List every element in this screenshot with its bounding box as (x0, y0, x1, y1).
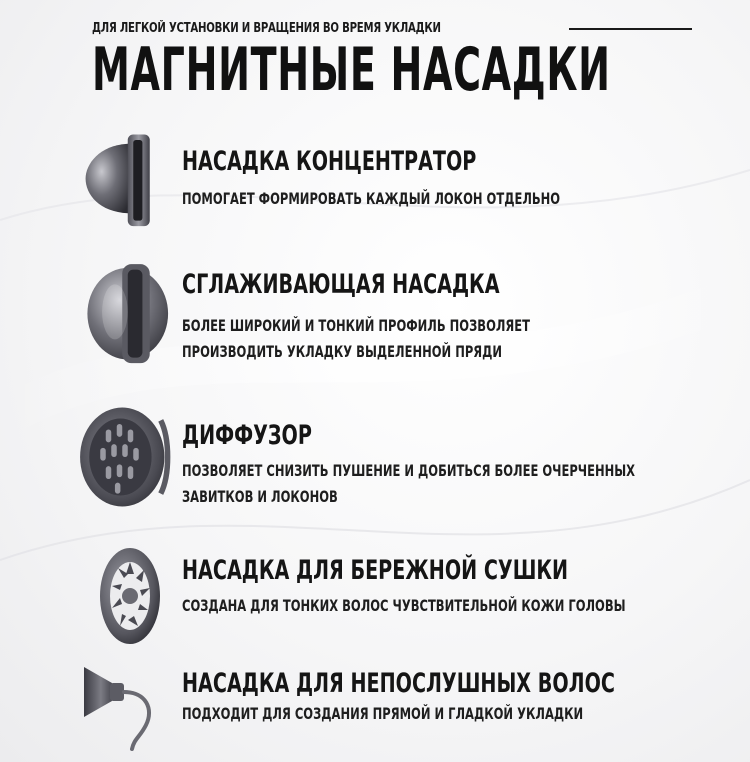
item-title: НАСАДКА ДЛЯ БЕРЕЖНОЙ СУШКИ (182, 555, 569, 586)
list-item-gentle-drying (0, 540, 750, 650)
list-item-diffuser (0, 400, 750, 525)
item-title: СГЛАЖИВАЮЩАЯ НАСАДКА (182, 269, 500, 300)
item-description: СОЗДАНА ДЛЯ ТОНКИХ ВОЛОС ЧУВСТВИТЕЛЬНОЙ КОЖИ ГОЛОВЫ (182, 596, 626, 615)
flyaway-nozzle-icon (76, 661, 166, 751)
item-description: ПОЗВОЛЯЕТ СНИЗИТЬ ПУШЕНИЕ И ДОБИТЬСЯ БОЛЕЕ ОЧЕРЧЕННЫХ ЗАВИТКОВ И ЛОКОНОВ (182, 461, 636, 506)
smoothing-nozzle-icon (70, 255, 180, 365)
item-description: ПОМОГАЕТ ФОРМИРОВАТЬ КАЖДЫЙ ЛОКОН ОТДЕЛЬНО (182, 189, 561, 208)
item-title: НАСАДКА КОНЦЕНТРАТОР (182, 146, 477, 177)
list-item-concentrator (0, 118, 750, 238)
diffuser-icon (70, 402, 180, 512)
concentrator-nozzle-icon (70, 118, 180, 228)
gentle-dryer-nozzle-icon (78, 544, 188, 654)
header-divider (569, 28, 692, 30)
item-description: БОЛЕЕ ШИРОКИЙ И ТОНКИЙ ПРОФИЛЬ ПОЗВОЛЯЕТ ПРОИЗВОДИТЬ УКЛАДКУ ВЫДЕЛЕННОЙ ПРЯДИ (182, 316, 531, 361)
item-description: ПОДХОДИТ ДЛЯ СОЗДАНИЯ ПРЯМОЙ И ГЛАДКОЙ УКЛАДКИ (182, 704, 584, 723)
item-title: НАСАДКА ДЛЯ НЕПОСЛУШНЫХ ВОЛОС (182, 668, 615, 699)
list-item-flyaway (0, 655, 750, 755)
item-title: ДИФФУЗОР (182, 420, 312, 451)
page-title: МАГНИТНЫЕ НАСАДКИ (92, 35, 611, 105)
header-kicker: ДЛЯ ЛЕГКОЙ УСТАНОВКИ И ВРАЩЕНИЯ ВО ВРЕМЯ УКЛАДКИ (92, 20, 441, 36)
list-item-smoothing (0, 255, 750, 380)
